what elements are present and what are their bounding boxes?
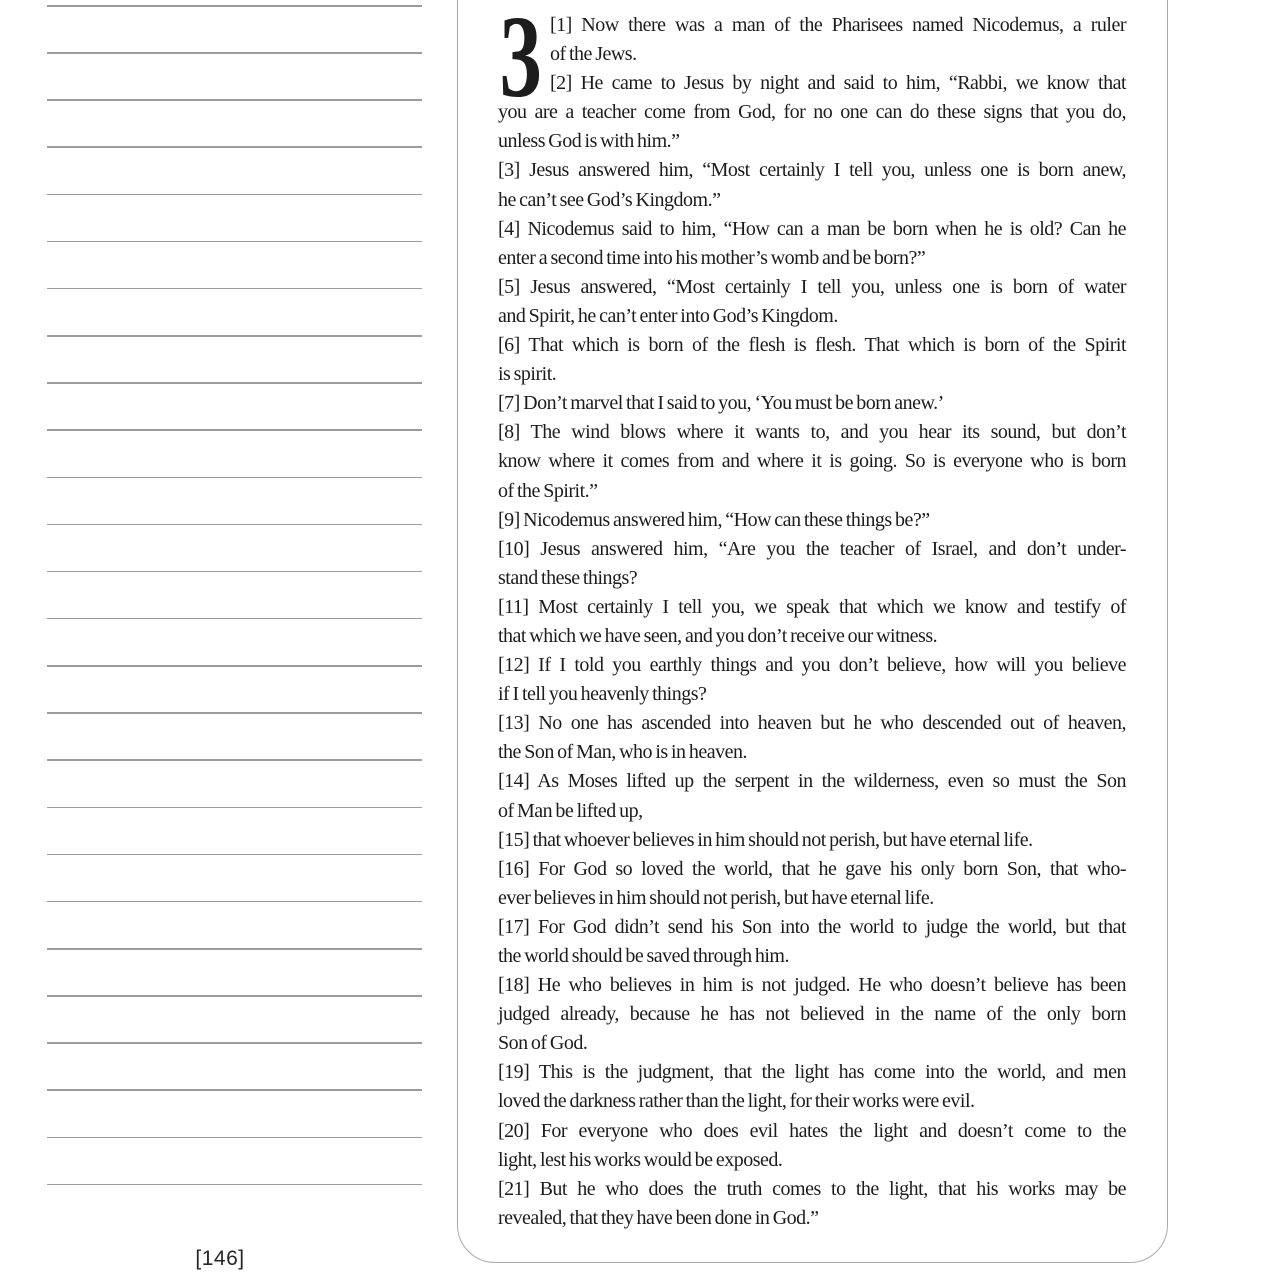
scripture-line: [2] He came to Jesus by night and said to him, “Rabbi, we know that: [550, 72, 1126, 95]
scripture-line: [14] As Moses lifted up the serpent in the wilderness, even so must the Son: [498, 770, 1126, 793]
scripture-line: [3] Jesus answered him, “Most certainly I tell you, unless one is born anew,: [498, 159, 1126, 182]
scripture-line: [8] The wind blows where it wants to, and you hear its sound, but don’t: [498, 421, 1126, 444]
scripture-line: the Son of Man, who is in heaven.: [498, 741, 747, 764]
page-number: [146]: [195, 1247, 245, 1270]
scripture-line: revealed, that they have been done in God.”: [498, 1206, 819, 1229]
ruled-line: [47, 712, 422, 714]
scripture-line: judged already, because he has not believed in the name of the only born: [498, 1003, 1126, 1026]
scripture-line: [17] For God didn’t send his Son into the world to judge the world, but that: [498, 915, 1126, 938]
scripture-line: [18] He who believes in him is not judged. He who doesn’t believe has been: [498, 974, 1126, 997]
ruled-line: [47, 146, 422, 148]
scripture-line: and Spirit, he can’t enter into God’s Kingdom.: [498, 304, 838, 327]
scripture-line: [15] that whoever believes in him should not perish, but have eternal life.: [498, 828, 1033, 851]
scripture-line: [6] That which is born of the flesh is flesh. That which is born of the Spirit: [498, 334, 1126, 357]
scripture-line: [16] For God so loved the world, that he gave his only born Son, that who-: [498, 857, 1126, 880]
scripture-line: is spirit.: [498, 363, 557, 386]
scripture-line: the world should be saved through him.: [498, 945, 789, 967]
scripture-line: [7] Don’t marvel that I said to you, ‘You must be born anew.’: [498, 392, 944, 415]
scripture-line: [5] Jesus answered, “Most certainly I tell you, unless one is born of water: [498, 275, 1126, 298]
ruled-line: [47, 429, 422, 431]
scripture-line: of Man be lifted up,: [498, 799, 643, 822]
scripture-line: if I tell you heavenly things?: [498, 683, 707, 706]
scripture-line: [19] This is the judgment, that the light has come into the world, and men: [498, 1061, 1126, 1084]
scripture-line: stand these things?: [498, 566, 638, 589]
scripture-line: of the Jews.: [550, 43, 637, 66]
scripture-line: [9] Nicodemus answered him, “How can these things be?”: [498, 508, 930, 531]
scripture-line: unless God is with him.”: [498, 130, 680, 153]
ruled-line: [47, 1089, 422, 1091]
ruled-line: [47, 335, 422, 337]
ruled-line: [47, 288, 422, 290]
ruled-line: [47, 194, 422, 196]
ruled-line: [47, 5, 422, 7]
notes-area: [0, 0, 456, 1280]
scripture-line: know where it comes from and where it is going. So is everyone who is born: [498, 450, 1126, 473]
ruled-line: [47, 241, 422, 243]
scripture-line: you are a teacher come from God, for no one can do these signs that you do,: [498, 101, 1126, 124]
chapter-drop-cap: 3: [499, 0, 542, 122]
scripture-line: [13] No one has ascended into heaven but he who descended out of heaven,: [498, 712, 1126, 735]
scripture-line: that which we have seen, and you don’t receive our witness.: [498, 624, 938, 647]
ruled-line: [47, 948, 422, 950]
scripture-line: [20] For everyone who does evil hates the light and doesn’t come to the: [498, 1119, 1126, 1142]
scripture-line: [1] Now there was a man of the Pharisees named Nicodemus, a ruler: [550, 14, 1126, 36]
scripture-line: [12] If I told you earthly things and you don’t believe, how will you believe: [498, 654, 1126, 677]
ruled-line: [47, 1042, 422, 1044]
scripture-text: [498, 0, 1126, 1233]
ruled-line: [47, 524, 422, 526]
scripture-line: of the Spirit.”: [498, 479, 598, 502]
ruled-line: [47, 52, 422, 54]
ruled-lines: [47, 5, 422, 1190]
ruled-line: [47, 665, 422, 667]
scripture-line: [10] Jesus answered him, “Are you the teacher of Israel, and don’t under-: [498, 537, 1126, 560]
ruled-line: [47, 477, 422, 479]
scripture-line: Son of God.: [498, 1032, 588, 1055]
ruled-line: [47, 759, 422, 761]
scripture-line: [4] Nicodemus said to him, “How can a man be born when he is old? Can he: [498, 217, 1126, 240]
ruled-line: [47, 807, 422, 809]
ruled-line: [47, 571, 422, 573]
scripture-card: [457, 0, 1168, 1263]
scripture-line: loved the darkness rather than the light, for their works were evil.: [498, 1090, 975, 1113]
ruled-line: [47, 1184, 422, 1186]
ruled-line: [47, 1137, 422, 1139]
ruled-line: [47, 618, 422, 620]
scripture-line: enter a second time into his mother’s womb and be born?”: [498, 246, 926, 269]
scripture-line: he can’t see God’s Kingdom.”: [498, 188, 721, 211]
ruled-line: [47, 901, 422, 903]
ruled-line: [47, 99, 422, 101]
ruled-line: [47, 995, 422, 997]
scripture-line: [11] Most certainly I tell you, we speak that which we know and testify of: [498, 595, 1126, 618]
scripture-line: [21] But he who does the truth comes to the light, that his works may be: [498, 1177, 1126, 1200]
scripture-line: ever believes in him should not perish, but have eternal life.: [498, 886, 934, 909]
ruled-line: [47, 382, 422, 384]
scripture-line: light, lest his works would be exposed.: [498, 1148, 783, 1171]
ruled-line: [47, 854, 422, 856]
